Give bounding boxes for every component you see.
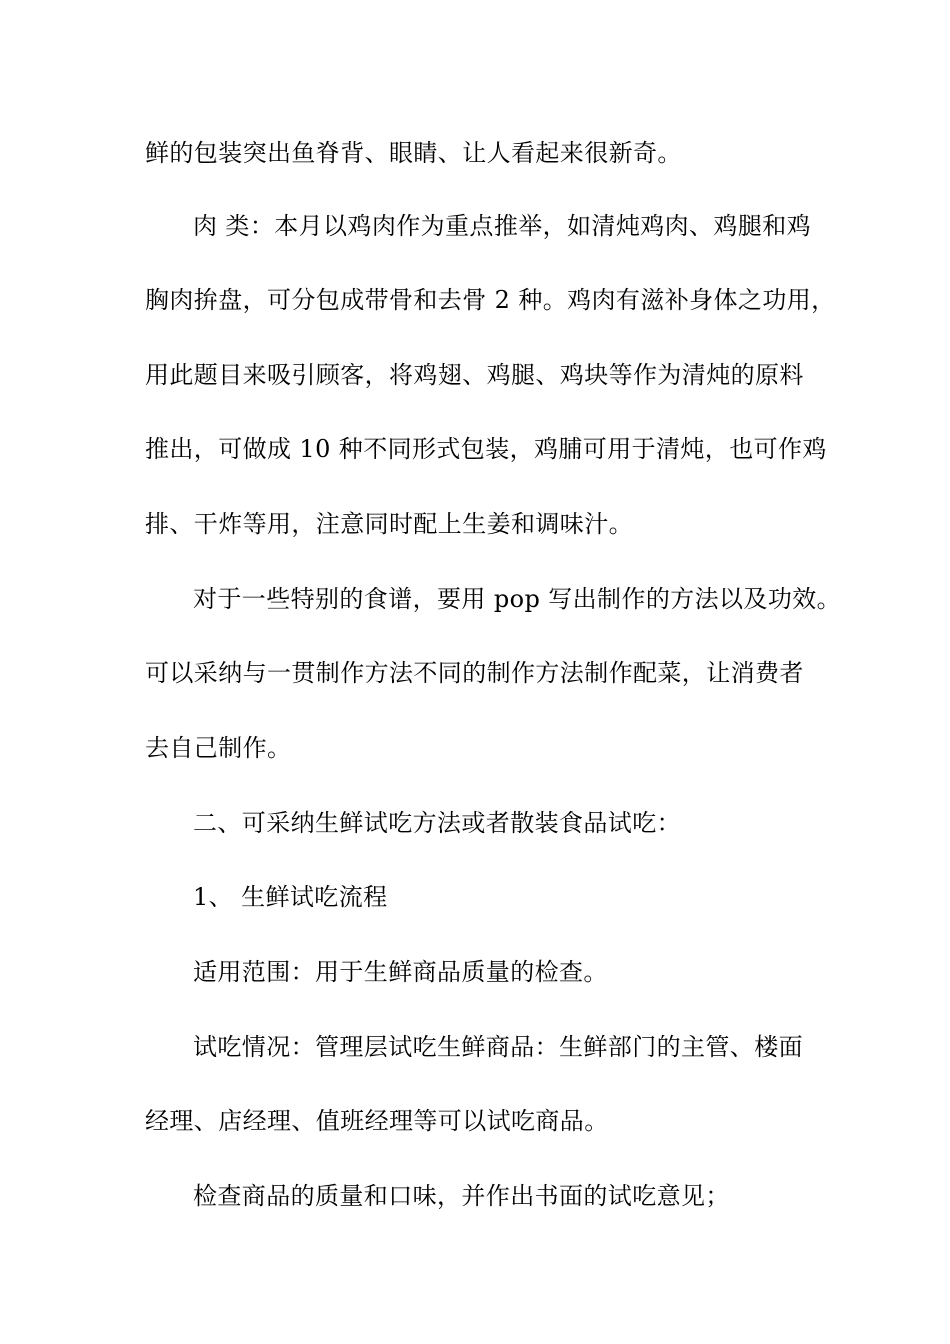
text-line-7: 对于一些特别的食谱，要用 pop 写出制作的方法以及功效。 (193, 585, 842, 613)
text-line-9: 去自己制作。 (145, 734, 292, 762)
text-line-13: 试吃情况：管理层试吃生鲜商品：生鲜部门的主管、楼面 (193, 1033, 803, 1061)
text-line-6: 排、干炸等用，注意同时配上生姜和调味汁。 (145, 510, 633, 538)
section-heading: 二、可采纳生鲜试吃方法或者散装食品试吃： (193, 809, 681, 837)
text-line-12: 适用范围：用于生鲜商品质量的检查。 (193, 958, 608, 986)
text-line-3: 胸肉拚盘，可分包成带骨和去骨 2 种。鸡肉有滋补身体之功用， (145, 286, 836, 314)
text-line-14: 经理、店经理、值班经理等可以试吃商品。 (145, 1107, 609, 1135)
text-line-8: 可以采纳与一贯制作方法不同的制作方法制作配菜，让消费者 (145, 659, 804, 687)
text-line-15: 检查商品的质量和口味，并作出书面的试吃意见； (193, 1182, 730, 1210)
numbered-item-heading: 1、 生鲜试吃流程 (193, 883, 388, 911)
text-line-2: 肉 类：本月以鸡肉作为重点推举，如清炖鸡肉、鸡腿和鸡 (193, 212, 812, 240)
text-line-4: 用此题目来吸引顾客，将鸡翅、鸡腿、鸡块等作为清炖的原料 (145, 361, 804, 389)
text-line-5: 推出，可做成 10 种不同形式包装，鸡脯可用于清炖，也可作鸡 (145, 435, 827, 463)
text-line-1: 鲜的包装突出鱼脊背、眼睛、让人看起来很新奇。 (145, 139, 682, 167)
